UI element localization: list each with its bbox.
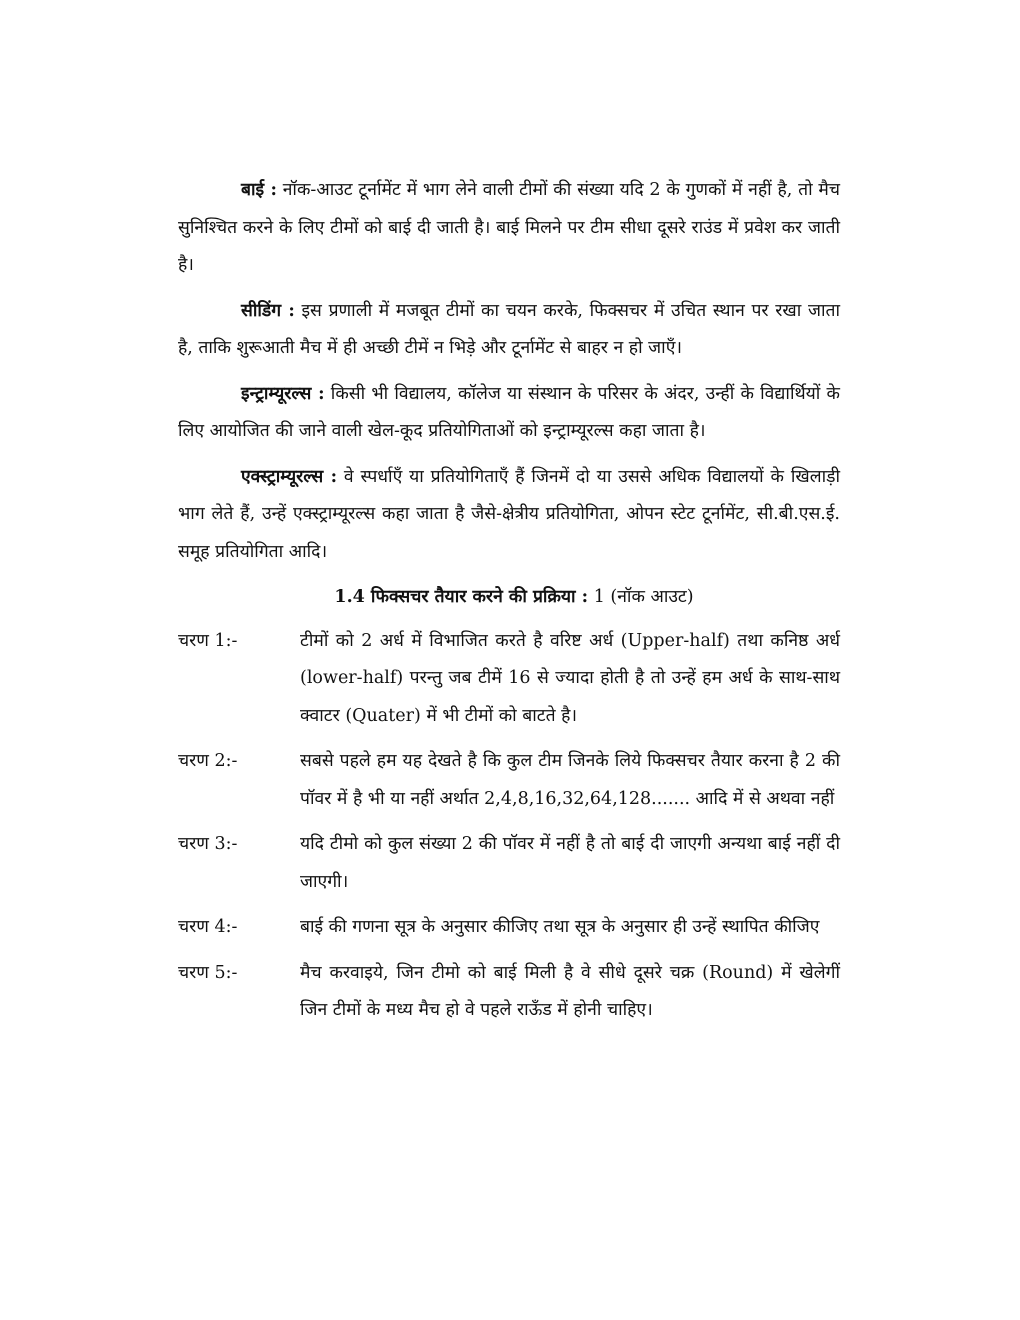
section-heading-subtitle: 1 (नॉक आउट) bbox=[588, 587, 694, 607]
definition-seeding bbox=[178, 293, 840, 368]
step-label: चरण 2:- bbox=[178, 751, 238, 771]
step-text: यदि टीमो को कुल संख्या 2 की पॉवर में नहीं है तो बाई दी जाएगी अन्यथा बाई नहीं दी जाएगी। bbox=[300, 834, 840, 892]
term-bye: बाई : bbox=[241, 180, 277, 200]
step-label: चरण 3:- bbox=[178, 834, 238, 854]
step-item bbox=[178, 743, 840, 818]
term-seeding: सीडिंग : bbox=[241, 300, 295, 321]
step-text: टीमों को 2 अर्ध में विभाजित करते है वरिष्ट अर्ध (Upper-half) तथा कनिष्ठ अर्ध (lower-half) परन्तु जब टीमें 16 से ज्यादा होती है तो उन्हें हम अर्ध के साथ-साथ क्वाटर (Quater) में भी टीमों को बाटते है। bbox=[300, 630, 840, 726]
step-item bbox=[178, 623, 840, 736]
step-text: मैच करवाइये, जिन टीमो को बाई मिली है वे सीधे दूसरे चक्र (Round) में खेलेगीं जिन टीमों के मध्य मैच हो वे पहले राऊँड में होनी चाहिए। bbox=[300, 962, 840, 1020]
document-page bbox=[178, 172, 840, 1038]
definition-text: किसी भी विद्यालय, कॉलेज या संस्थान के परिसर के अंदर, उन्हीं के विद्यार्थियों के लिए आयोजित की जाने वाली खेल-कूद प्रतियोगिताओं को इन्ट्राम्यूरल्स कहा जाता है। bbox=[178, 383, 840, 441]
step-label: चरण 4:- bbox=[178, 917, 238, 937]
step-item bbox=[178, 826, 840, 901]
definition-text: वे स्पर्धाएँ या प्रतियोगिताएँ हैं जिनमें दो या उससे अधिक विद्यालयों के खिलाड़ी भाग लेते हैं, उन्हें एक्स्ट्राम्यूरल्स कहा जाता है जैसे-क्षेत्रीय प्रतियोगिता, ओपन स्टेट टूर्नामेंट, सी.बी.एस.ई. समूह प्रतियोगिता आदि। bbox=[178, 466, 840, 562]
step-item bbox=[178, 909, 840, 947]
definition-extramurals bbox=[178, 459, 840, 572]
step-text: सबसे पहले हम यह देखते है कि कुल टीम जिनके लिये फिक्सचर तैयार करना है 2 की पॉवर में है भी या नहीं अर्थात 2,4,8,16,32,64,128....... आदि में से अथवा नहीं bbox=[300, 751, 840, 809]
definition-bye bbox=[178, 172, 840, 285]
step-item bbox=[178, 955, 840, 1030]
step-label: चरण 1:- bbox=[178, 630, 238, 651]
definition-intramurals bbox=[178, 376, 840, 451]
term-intramurals: इन्ट्राम्यूरल्स : bbox=[241, 383, 325, 404]
definition-text: इस प्रणाली में मजबूत टीमों का चयन करके, फिक्सचर में उचित स्थान पर रखा जाता है, ताकि शुरूआती मैच में ही अच्छी टीमें न भिड़े और टूर्नामेंट से बाहर न हो जाएँ। bbox=[178, 300, 840, 358]
section-heading-title: 1.4 फिक्सचर तैयार करने की प्रक्रिया : bbox=[334, 587, 589, 607]
step-text: बाई की गणना सूत्र के अनुसार कीजिए तथा सूत्र के अनुसार ही उन्हें स्थापित कीजिए bbox=[300, 917, 820, 937]
step-label: चरण 5:- bbox=[178, 962, 238, 983]
term-extramurals: एक्स्ट्राम्यूरल्स : bbox=[241, 466, 338, 487]
definition-text: नॉक-आउट टूर्नामेंट में भाग लेने वाली टीमों की संख्या यदि 2 के गुणकों में नहीं है, तो मैच सुनिश्चित करने के लिए टीमों को बाई दी जाती है। बाई मिलने पर टीम सीधा दूसरे राउंड में प्रवेश कर जाती है। bbox=[178, 180, 841, 275]
section-heading bbox=[178, 579, 840, 617]
